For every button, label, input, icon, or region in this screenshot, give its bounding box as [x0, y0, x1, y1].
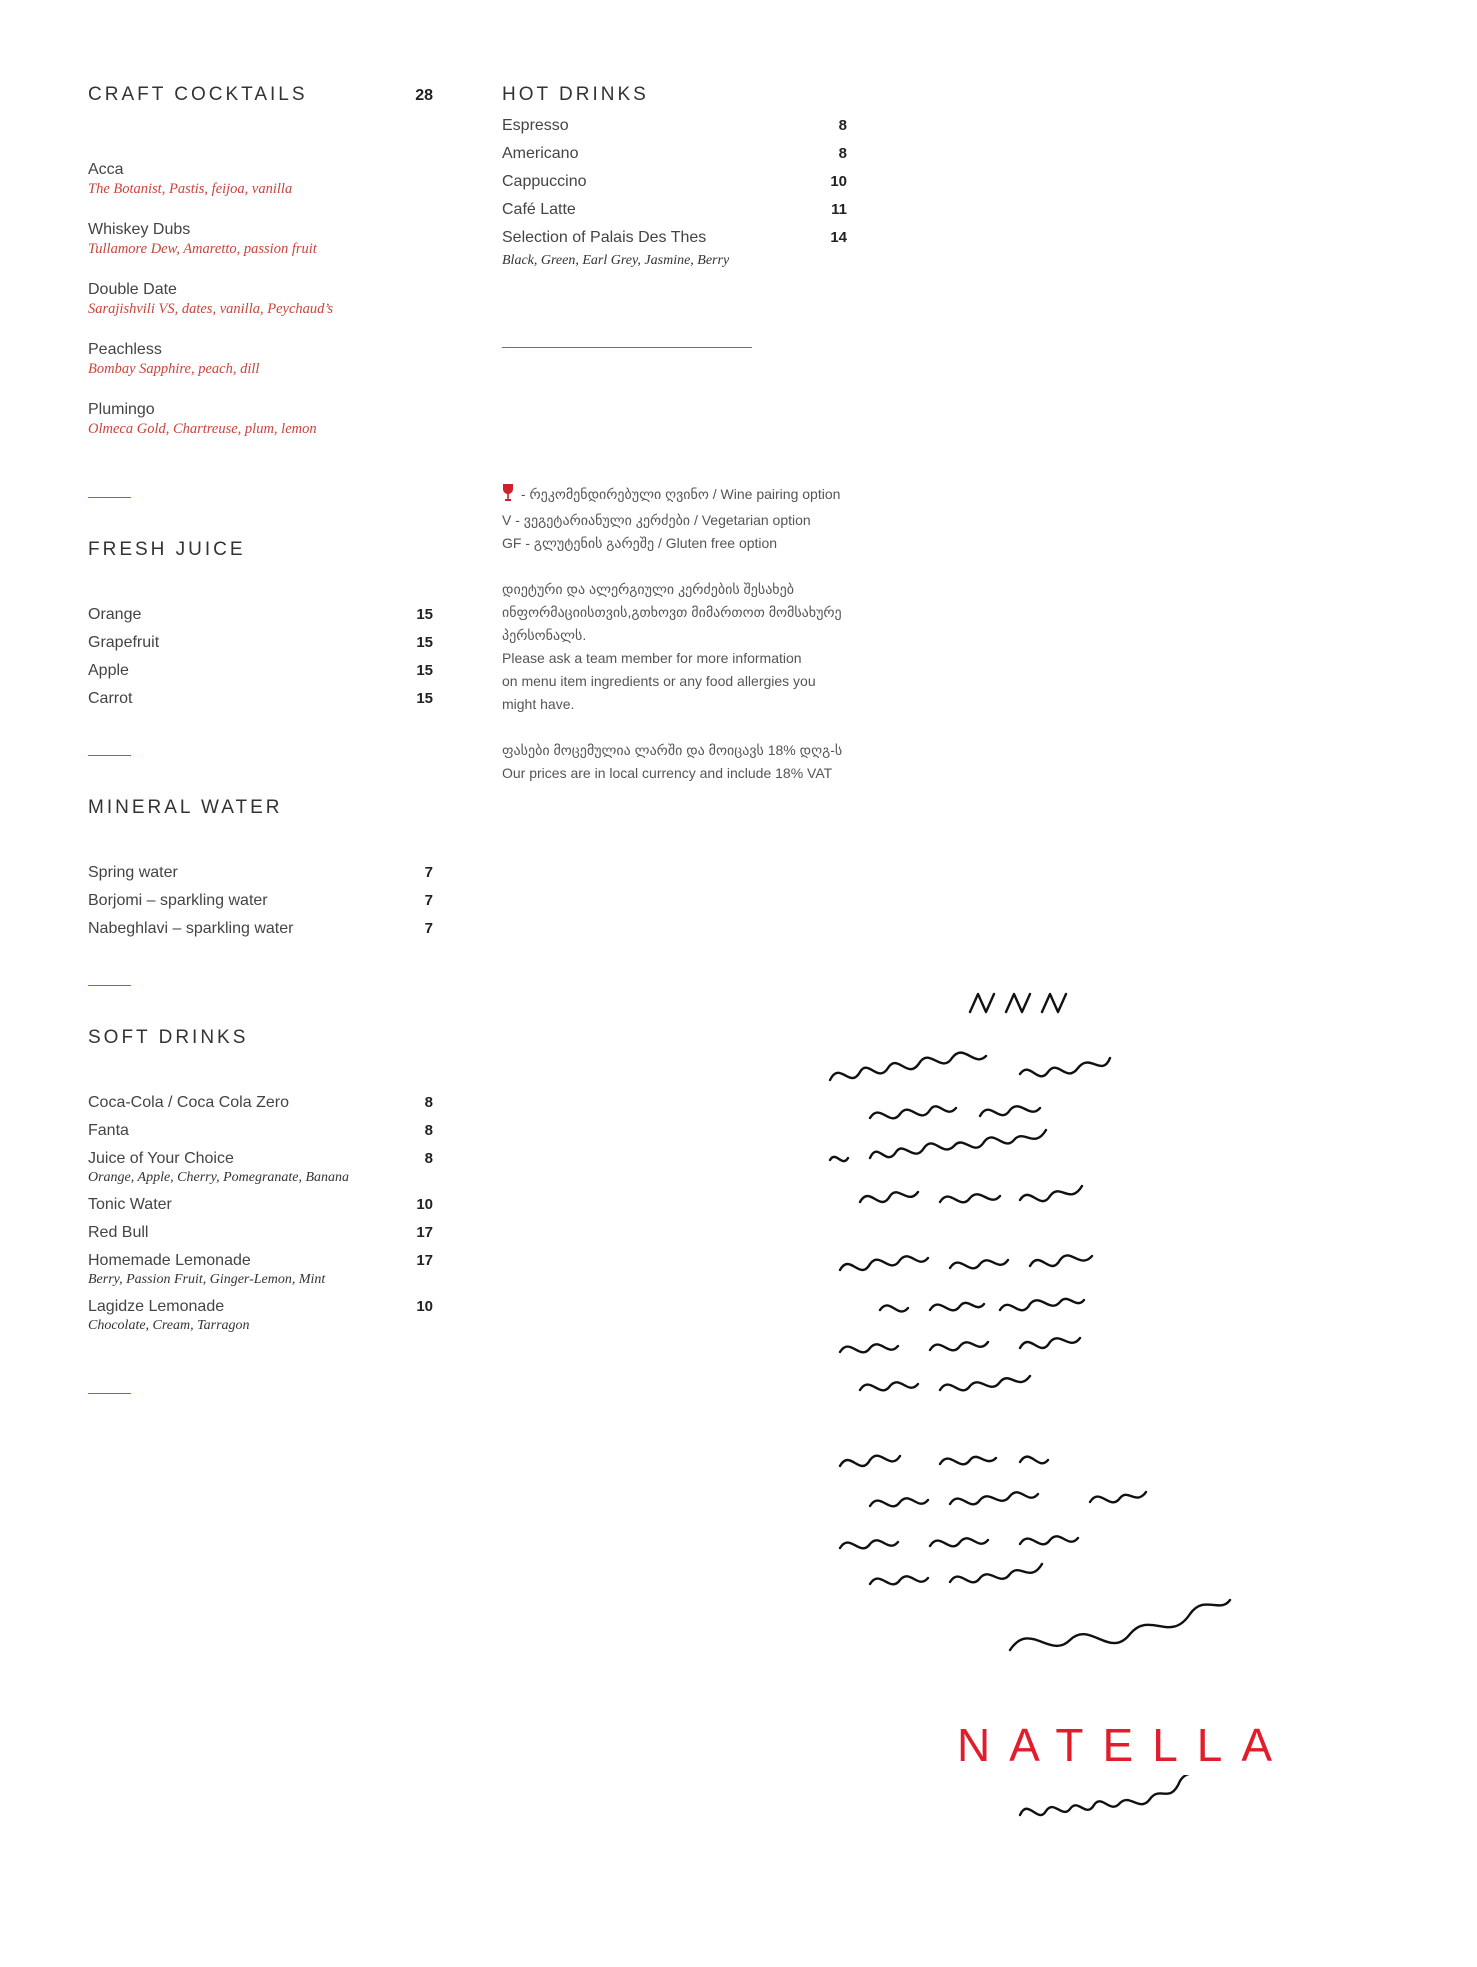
menu-row: [88, 601, 433, 629]
menu-notes: [502, 483, 902, 785]
cocktail-desc: Olmeca Gold, Chartreuse, plum, lemon: [88, 421, 317, 437]
price-note-en: Our prices are in local currency and include 18% VAT: [502, 765, 833, 781]
allergy-note-en: might have.: [502, 696, 575, 712]
section-title-hot-drinks: HOT DRINKS: [502, 84, 649, 105]
menu-row: [88, 1117, 433, 1145]
item-name: Red Bull: [88, 1224, 149, 1241]
menu-row: [88, 859, 433, 887]
section-divider: [502, 347, 752, 348]
fresh-juice-section: [88, 539, 433, 713]
allergy-note-en: on menu item ingredients or any food allergies you: [502, 673, 816, 689]
note-gluten-free: GF - გლუტენის გარეშე / Gluten free option: [502, 535, 778, 551]
note-vegetarian: V - ვეგეტარიანული კერძები / Vegetarian option: [502, 512, 811, 528]
item-name: Homemade Lemonade: [88, 1252, 251, 1269]
hot-drinks-section: [502, 84, 847, 274]
menu-row: [88, 1089, 433, 1117]
item-name: Nabeghlavi – sparkling water: [88, 920, 294, 937]
menu-row: [88, 887, 433, 915]
section-title-mineral-water: MINERAL WATER: [88, 797, 283, 818]
cocktail-name: Double Date: [88, 281, 177, 298]
item-name: Spring water: [88, 864, 178, 881]
item-price: 7: [424, 920, 433, 937]
allergy-note-en: Please ask a team member for more information: [502, 650, 802, 666]
mineral-water-section: [88, 797, 433, 943]
item-price: 8: [424, 1094, 433, 1111]
cocktail-desc: Sarajishvili VS, dates, vanilla, Peychaud’s: [88, 301, 333, 317]
item-price: 8: [838, 145, 847, 162]
wine-glass-icon: [502, 484, 514, 509]
item-name: Orange: [88, 606, 142, 623]
menu-row: [88, 629, 433, 657]
section-title-cocktails: CRAFT COCKTAILS: [88, 84, 308, 105]
allergy-note-ka: ინფორმაციისთვის,გთხოვთ მიმართოთ მომსახურე: [502, 604, 842, 620]
cocktail-desc: Tullamore Dew, Amaretto, passion fruit: [88, 241, 317, 257]
cocktail-item: [88, 280, 433, 318]
section-divider: [88, 497, 131, 498]
item-name: Grapefruit: [88, 634, 160, 651]
allergy-note-ka: დიეტური და ალერგიული კერძების შესახებ: [502, 581, 794, 597]
item-name: Carrot: [88, 690, 133, 707]
item-price: 17: [416, 1224, 433, 1241]
item-name: Café Latte: [502, 201, 576, 218]
note-wine: - რეკომენდირებული ღვინო / Wine pairing option: [502, 483, 902, 509]
cocktail-name: Peachless: [88, 341, 162, 358]
brand-logo: NATELLA: [956, 1719, 1292, 1771]
item-subtext: Berry, Passion Fruit, Ginger-Lemon, Mint: [88, 1272, 326, 1287]
item-name: Fanta: [88, 1122, 129, 1139]
brand-signature-illustration: [1010, 1775, 1210, 1835]
item-name: Lagidze Lemonade: [88, 1298, 225, 1315]
item-name: Espresso: [502, 117, 569, 134]
soft-drinks-section: [88, 1027, 433, 1339]
craft-cocktails-section: [88, 84, 433, 460]
section-title-fresh-juice: FRESH JUICE: [88, 539, 246, 560]
section-divider: [88, 985, 131, 986]
item-price: 10: [830, 173, 847, 190]
item-name: Coca-Cola / Coca Cola Zero: [88, 1094, 289, 1111]
item-name: Tonic Water: [88, 1196, 172, 1213]
item-price: 11: [831, 201, 847, 218]
cocktail-name: Whiskey Dubs: [88, 221, 191, 238]
item-subtext: Chocolate, Cream, Tarragon: [88, 1318, 250, 1333]
menu-row: [502, 224, 847, 252]
item-name: Selection of Palais Des Thes: [502, 229, 707, 246]
item-subtext: Black, Green, Earl Grey, Jasmine, Berry: [502, 253, 730, 268]
section-title-soft-drinks: SOFT DRINKS: [88, 1027, 249, 1048]
section-divider: [88, 755, 131, 756]
handwritten-note-illustration: [820, 970, 1290, 1670]
item-price: 15: [416, 662, 433, 679]
item-price: 7: [424, 864, 433, 881]
menu-row: [88, 657, 433, 685]
menu-row: [88, 1219, 433, 1247]
item-price: 10: [416, 1196, 433, 1213]
price-note-ka: ფასები მოცემულია ლარში და მოიცავს 18% დღგ-ს: [502, 742, 843, 758]
item-price: 8: [424, 1122, 433, 1139]
item-name: Cappuccino: [502, 173, 587, 190]
cocktail-item: [88, 160, 433, 198]
cocktail-name: Acca: [88, 161, 124, 178]
item-price: 15: [416, 690, 433, 707]
section-divider: [88, 1393, 131, 1394]
item-name: Americano: [502, 145, 579, 162]
item-name: Juice of Your Choice: [88, 1150, 234, 1167]
menu-row: [88, 1191, 433, 1219]
menu-row: [502, 196, 847, 224]
cocktail-item: [88, 220, 433, 258]
menu-row: [502, 168, 847, 196]
item-subtext: Orange, Apple, Cherry, Pomegranate, Banana: [88, 1170, 350, 1185]
menu-row: [88, 685, 433, 713]
item-price: 15: [416, 606, 433, 623]
menu-row: [502, 112, 847, 140]
item-price: 14: [830, 229, 847, 246]
menu-row: [88, 915, 433, 943]
cocktail-desc: The Botanist, Pastis, feijoa, vanilla: [88, 181, 293, 197]
cocktails-price: 28: [415, 87, 433, 104]
cocktail-item: [88, 400, 433, 438]
item-price: 8: [424, 1150, 433, 1167]
item-price: 15: [416, 634, 433, 651]
item-name: Apple: [88, 662, 129, 679]
item-price: 8: [838, 117, 847, 134]
menu-row: [502, 140, 847, 168]
cocktail-item: [88, 340, 433, 378]
cocktail-name: Plumingo: [88, 401, 155, 418]
item-price: 17: [416, 1252, 433, 1269]
cocktail-desc: Bombay Sapphire, peach, dill: [88, 361, 260, 377]
item-name: Borjomi – sparkling water: [88, 892, 268, 909]
allergy-note-ka: პერსონალს.: [502, 627, 587, 643]
item-price: 10: [416, 1298, 433, 1315]
item-price: 7: [424, 892, 433, 909]
